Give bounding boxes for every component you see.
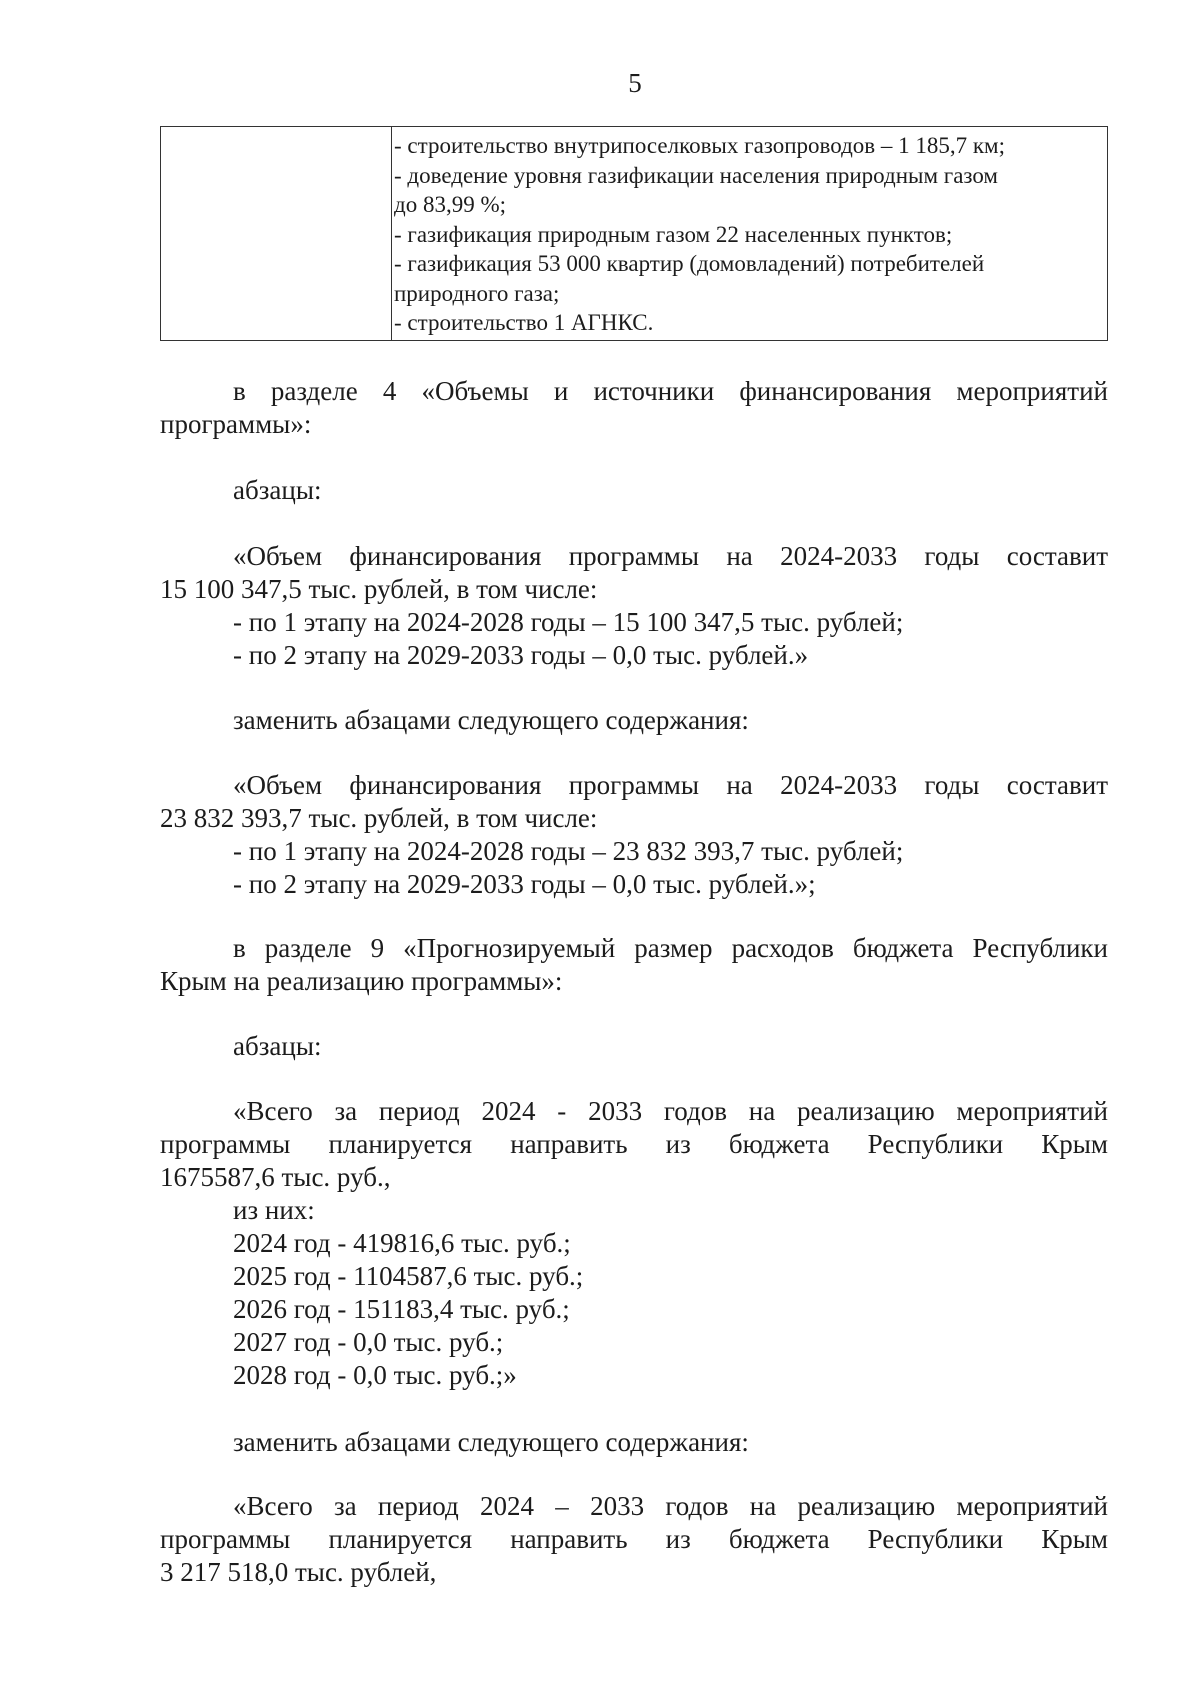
old-budget-paragraph (160, 1095, 1108, 1392)
text-line: - по 2 этапу на 2029-2033 годы – 0,0 тыс. рублей.» (233, 640, 809, 670)
text-line: программы»: (160, 409, 312, 439)
text-line: «Всего за период 2024 - 2033 годов на реализацию мероприятий (233, 1096, 1108, 1126)
text-line: «Объем финансирования программы на 2024-2033 годы составит (233, 770, 1108, 800)
text-line: абзацы: (233, 475, 322, 505)
text-line: - по 2 этапу на 2029-2033 годы – 0,0 тыс. рублей.»; (233, 869, 816, 899)
paragraphs-label (160, 1030, 1108, 1063)
text-line: 3 217 518,0 тыс. рублей, (160, 1557, 437, 1587)
text-line: абзацы: (233, 1031, 322, 1061)
paragraphs-label (160, 474, 1108, 507)
text-line: 2028 год - 0,0 тыс. руб.;» (233, 1360, 517, 1390)
text-line: «Всего за период 2024 – 2033 годов на реализацию мероприятий (233, 1491, 1108, 1521)
text-line: 23 832 393,7 тыс. рублей, в том числе: (160, 803, 598, 833)
text-line: Крым на реализацию программы»: (160, 966, 563, 996)
table-line: - строительство 1 АГНКС. (394, 310, 654, 335)
text-line: 2027 год - 0,0 тыс. руб.; (233, 1327, 504, 1357)
table-line: - газификация природным газом 22 населенных пунктов; (394, 221, 953, 247)
text-line: 2026 год - 151183,4 тыс. руб.; (233, 1294, 570, 1324)
text-line: 2024 год - 419816,6 тыс. руб.; (233, 1228, 571, 1258)
table-line: - строительство внутрипоселковых газопроводов – 1 185,7 км; (394, 133, 1006, 158)
replace-label (160, 1426, 1108, 1459)
text-line: 15 100 347,5 тыс. рублей, в том числе: (160, 574, 598, 604)
section9-intro (160, 932, 1108, 998)
text-line: 1675587,6 тыс. руб., (160, 1162, 391, 1192)
table-empty-cell (161, 127, 392, 341)
section4-intro (160, 375, 1108, 441)
text-line: 2025 год - 1104587,6 тыс. руб.; (233, 1261, 584, 1291)
text-line: - по 1 этапу на 2024-2028 годы – 23 832 393,7 тыс. рублей; (233, 836, 904, 866)
text-line: в разделе 4 «Объемы и источники финансирования мероприятий (233, 376, 1108, 406)
page-number: 5 (628, 68, 642, 98)
table-line: до 83,99 %; (394, 192, 507, 217)
text-line: - по 1 этапу на 2024-2028 годы – 15 100 347,5 тыс. рублей; (233, 607, 904, 637)
new-financing-paragraph (160, 769, 1108, 901)
table-line: природного газа; (394, 280, 560, 306)
table-indicators-cell (392, 127, 1108, 341)
table-line: - доведение уровня газификации населения природным газом (394, 162, 998, 188)
table-line: - газификация 53 000 квартир (домовладений) потребителей (394, 251, 985, 276)
text-line: программы планируется направить из бюджета Республики Крым (160, 1524, 1108, 1554)
text-line: заменить абзацами следующего содержания: (233, 705, 749, 735)
new-budget-paragraph (160, 1490, 1108, 1589)
text-line: заменить абзацами следующего содержания: (233, 1427, 749, 1457)
old-financing-paragraph (160, 540, 1108, 672)
text-line: из них: (233, 1195, 315, 1225)
program-indicators-table (160, 126, 1108, 341)
replace-label (160, 704, 1108, 737)
text-line: «Объем финансирования программы на 2024-2033 годы составит (233, 541, 1108, 571)
text-line: в разделе 9 «Прогнозируемый размер расходов бюджета Республики (233, 933, 1108, 963)
text-line: программы планируется направить из бюджета Республики Крым (160, 1129, 1108, 1159)
